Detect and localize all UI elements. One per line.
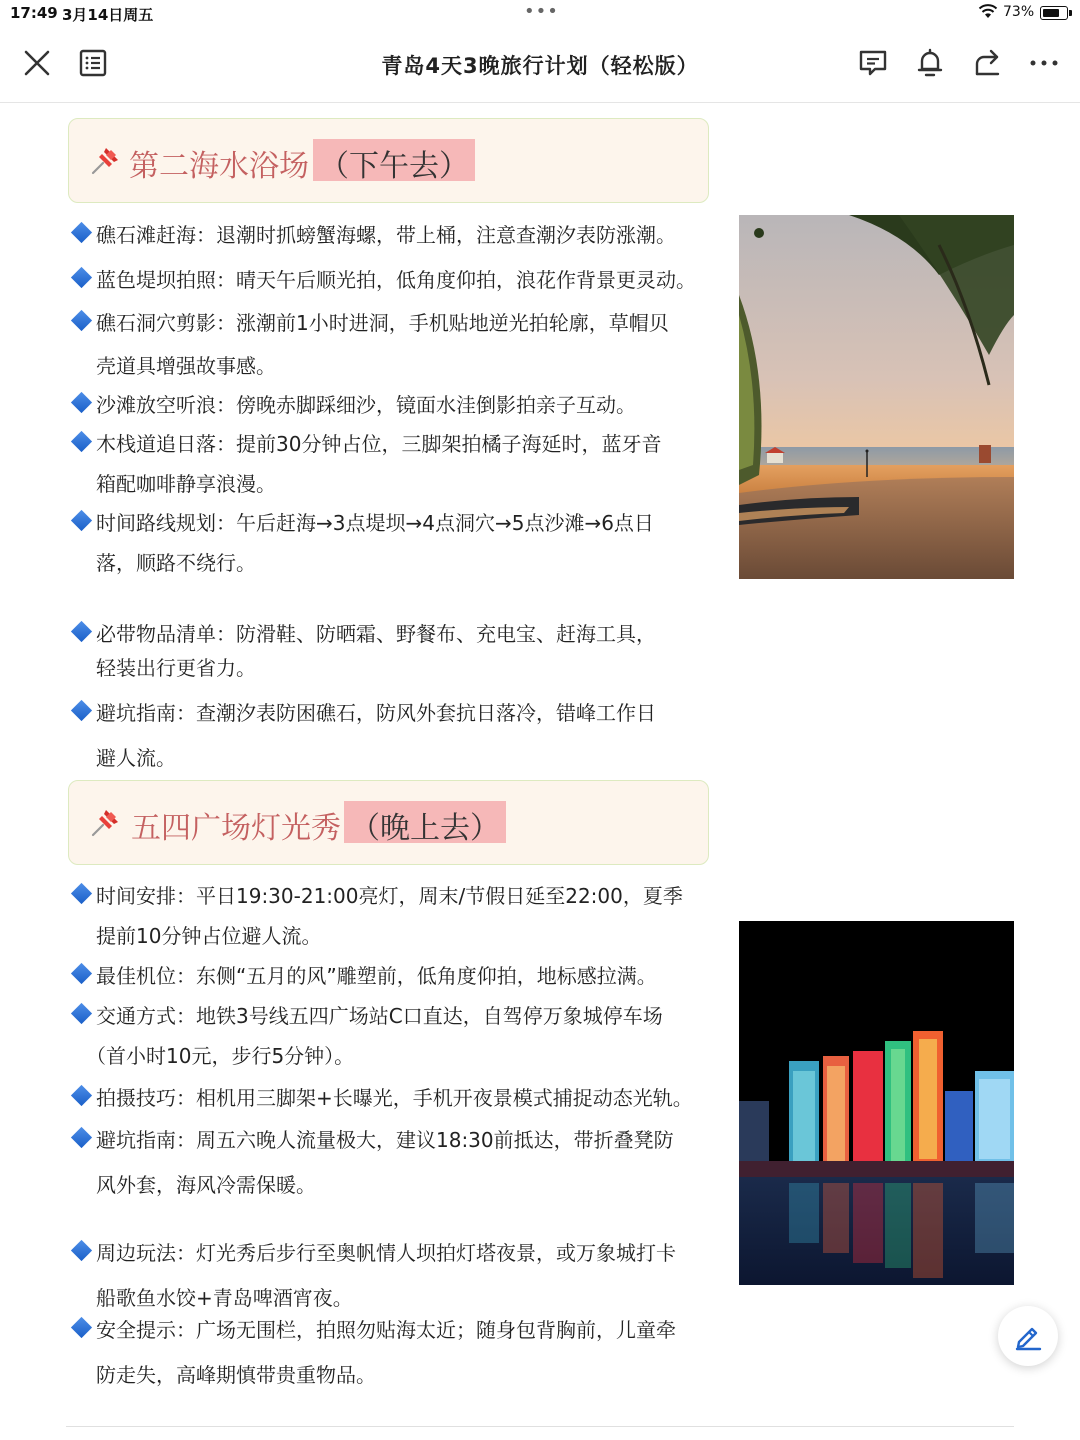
status-date: 3月14日周五 xyxy=(62,6,154,24)
list-item: 避坑指南：查潮汐表防困礁石，防风外套抗日落冷，错峰工作日 避人流。 xyxy=(72,697,722,767)
battery-percent: 73% xyxy=(1003,4,1035,20)
list-item: 必带物品清单：防滑鞋、防晒霜、野餐布、充电宝、赶海工具， 轻装出行更省力。 xyxy=(72,618,722,678)
beach-sunset-photo[interactable] xyxy=(739,215,1014,579)
list-item: 沙滩放空听浪：傍晚赤脚踩细沙，镜面水洼倒影拍亲子互动。 xyxy=(72,389,722,418)
list-item: 周边玩法：灯光秀后步行至奥帆情人坝拍灯塔夜景，或万象城打卡 船歌鱼水饺+青岛啤酒宵夜。 xyxy=(72,1237,722,1312)
multitask-dots[interactable]: ••• xyxy=(524,1,559,22)
list-item: 时间路线规划：午后赶海→3点堤坝→4点洞穴→5点沙滩→6点日 落，顺路不绕行。 xyxy=(72,507,722,577)
list-item: 礁石洞穴剪影：涨潮前1小时进洞，手机贴地逆光拍轮廓，草帽贝 壳道具增强故事感。 xyxy=(72,307,722,377)
section-time: （下午去） xyxy=(313,139,475,181)
edit-icon xyxy=(1013,1321,1043,1351)
section-header-square xyxy=(68,780,709,865)
page-title: 青岛4天3晚旅行计划（轻松版） xyxy=(381,54,699,78)
list-item: 避坑指南：周五六晚人流量极大，建议18:30前抵达，带折叠凳防 风外套，海风冷需保暖。 xyxy=(72,1124,722,1199)
wifi-icon xyxy=(978,3,998,19)
list-item: 交通方式：地铁3号线五四广场站C口直达，自驾停万象城停车场 （首小时10元，步行5分钟）。 xyxy=(72,1000,722,1070)
battery-icon xyxy=(1040,6,1068,20)
section-title: 第二海水浴场 xyxy=(129,149,309,184)
battery-tip xyxy=(1069,10,1072,16)
light-show-photo[interactable] xyxy=(739,921,1014,1285)
list-item: 最佳机位：东侧“五月的风”雕塑前，低角度仰拍，地标感拉满。 xyxy=(72,960,722,989)
share-icon[interactable] xyxy=(972,48,1002,78)
list-item: 木栈道追日落：提前30分钟占位，三脚架拍橘子海延时，蓝牙音 箱配咖啡静享浪漫。 xyxy=(72,428,722,498)
list-item: 蓝色堤坝拍照：晴天午后顺光拍，低角度仰拍，浪花作背景更灵动。 xyxy=(72,264,722,293)
list-item: 安全提示：广场无围栏，拍照勿贴海太近；随身包背胸前，儿童牵 防走失，高峰期慎带贵重物品。 xyxy=(72,1314,722,1389)
night-skyline-image xyxy=(739,921,1014,1285)
beach-scene-image xyxy=(739,215,1014,579)
battery-level xyxy=(1043,9,1059,17)
list-item: 拍摄技巧：相机用三脚架+长曝光，手机开夜景模式捕捉动态光轨。 xyxy=(72,1082,722,1111)
content-divider xyxy=(66,1426,1014,1427)
section-header-beach xyxy=(68,118,709,203)
bell-icon[interactable] xyxy=(915,48,945,78)
more-icon[interactable] xyxy=(1029,48,1059,78)
pin-icon xyxy=(89,143,123,177)
nav-bar xyxy=(0,26,1080,103)
list-item: 时间安排：平日19:30-21:00亮灯，周末/节假日延至22:00，夏季 提前10分钟占位避人流。 xyxy=(72,880,722,950)
section-title: 五四广场灯光秀 xyxy=(131,811,341,846)
status-time: 17:49 xyxy=(10,4,58,22)
section-time: （晚上去） xyxy=(344,801,506,843)
list-item: 礁石滩赶海：退潮时抓螃蟹海螺，带上桶，注意查潮汐表防涨潮。 xyxy=(72,219,722,248)
edit-button[interactable] xyxy=(998,1306,1058,1366)
pin-icon xyxy=(89,805,123,839)
status-bar xyxy=(0,0,1080,26)
comment-icon[interactable] xyxy=(858,48,888,78)
